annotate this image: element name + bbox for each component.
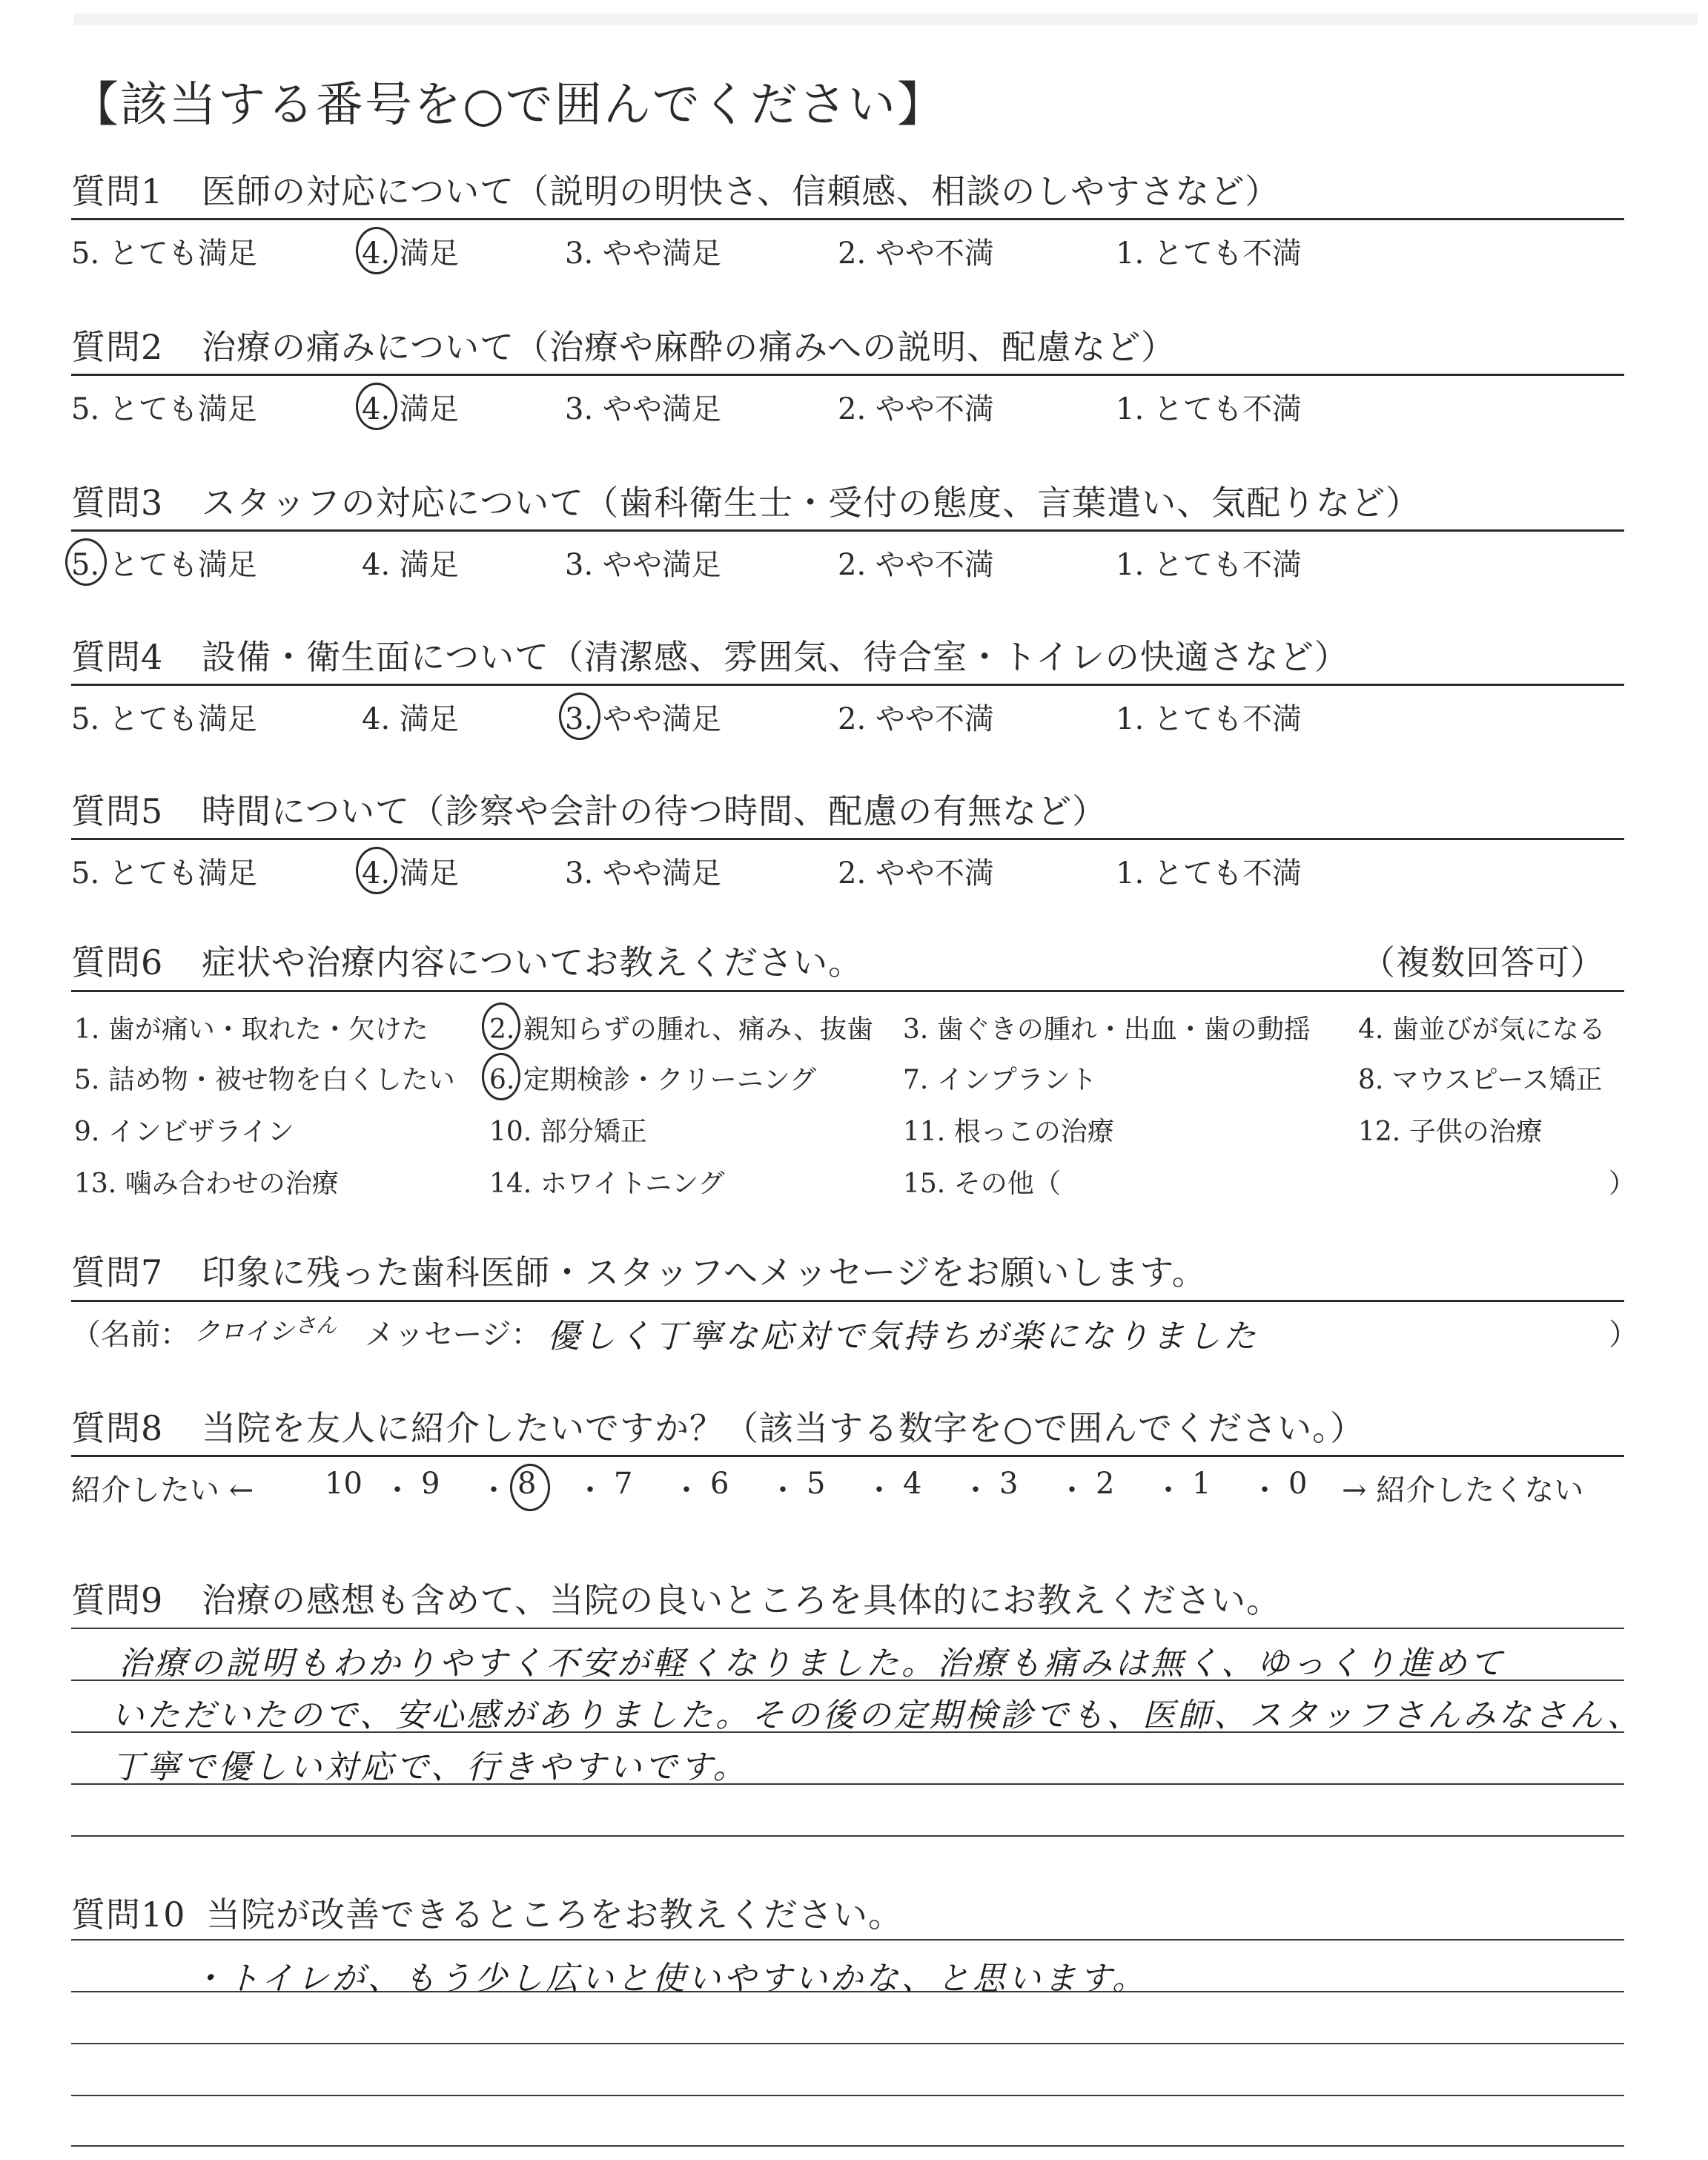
rating-option: 4. 満足 — [362, 548, 459, 582]
selection-circle — [559, 693, 600, 740]
q10-line — [71, 2095, 1624, 2096]
q6-option: 12. 子供の治療 — [1358, 1117, 1543, 1147]
page-title: 【該当する番号を○で囲んでください】 — [71, 78, 946, 133]
scale-number: 10 — [325, 1467, 363, 1501]
q7-message-label: メッセージ： — [365, 1318, 541, 1352]
rating-option: 1. とても不満 — [1116, 237, 1302, 271]
q6-option: 11. 根っこの治療 — [903, 1117, 1114, 1147]
scale-dot: ・ — [1153, 1473, 1183, 1507]
q6-note: （複数回答可） — [1361, 942, 1605, 982]
selection-circle — [482, 1003, 520, 1050]
question-label: 質問4 — [71, 637, 164, 677]
question-label: 質問5 — [71, 791, 164, 831]
question-label: 質問1 — [71, 171, 164, 211]
question-rule — [71, 374, 1624, 376]
rating-option: 3. やや満足 — [565, 548, 721, 582]
rating-option: 1. とても不満 — [1116, 392, 1302, 426]
q8-right-label: → 紹介したくない — [1342, 1473, 1584, 1507]
selection-circle — [510, 1464, 550, 1511]
rating-option: 1. とても不満 — [1116, 548, 1302, 582]
q7-text: 印象に残った歯科医師・スタッフへメッセージをお願いします。 — [202, 1252, 1207, 1292]
scale-number: 8 — [517, 1467, 537, 1501]
scale-number: 5 — [807, 1467, 826, 1501]
q6-option: 6. 定期検診・クリーニング — [489, 1065, 817, 1095]
rating-option: 2. やや不満 — [838, 548, 994, 582]
rating-option: 3. やや満足 — [565, 702, 721, 736]
scale-number: 6 — [710, 1467, 729, 1501]
scan-edge — [74, 13, 1698, 25]
rating-option: 3. やや満足 — [565, 856, 721, 891]
selection-circle — [356, 227, 397, 274]
q6-option: 9. インビザライン — [74, 1117, 294, 1147]
rating-option: 2. やや不満 — [838, 856, 994, 891]
q6-option: 8. マウスピース矯正 — [1358, 1065, 1603, 1095]
rating-option: 5. とても満足 — [71, 237, 257, 271]
q8-text: 当院を友人に紹介したいですか？（該当する数字を○で囲んでください。） — [202, 1408, 1366, 1448]
q6-option: 5. 詰め物・被せ物を白くしたい — [74, 1065, 455, 1095]
q10-line — [71, 2145, 1624, 2147]
q9-line — [71, 1835, 1624, 1837]
q9-line — [71, 1628, 1624, 1629]
q9-answer-line: いただいたので、安心感がありました。その後の定期検診でも、医師、スタッフさんみなさん、 — [111, 1697, 1643, 1734]
scale-dot: ・ — [961, 1473, 990, 1507]
q8-left-label: 紹介したい ← — [71, 1473, 254, 1507]
scale-dot: ・ — [1057, 1473, 1087, 1507]
q6-option: 13. 噛み合わせの治療 — [74, 1169, 339, 1199]
scale-number: 0 — [1288, 1467, 1308, 1501]
rating-option: 4. 満足 — [362, 856, 459, 891]
q6-option: 3. 歯ぐきの腫れ・出血・歯の動揺 — [903, 1014, 1311, 1045]
selection-circle — [356, 383, 397, 430]
q6-rule — [71, 990, 1624, 992]
question-text: 設備・衛生面について（清潔感、雰囲気、待合室・トイレの快適さなど） — [202, 637, 1349, 677]
q6-option: 14. ホワイトニング — [489, 1169, 725, 1199]
scale-number: 4 — [903, 1467, 922, 1501]
q6-option: 10. 部分矯正 — [489, 1117, 647, 1147]
q7-name-label: （名前： — [71, 1318, 190, 1352]
question-rule — [71, 684, 1624, 686]
q6-option: 15. その他（ — [903, 1169, 1061, 1199]
question-text: スタッフの対応について（歯科衛生士・受付の態度、言葉遣い、気配りなど） — [202, 483, 1421, 523]
q10-answer-line: ・トイレが、もう少し広いと使いやすいかな、と思います。 — [191, 1960, 1148, 1998]
scale-number: 9 — [421, 1467, 440, 1501]
q7-name-suffix: さん — [295, 1313, 337, 1338]
question-label: 質問2 — [71, 327, 164, 367]
q8-label: 質問8 — [71, 1408, 164, 1448]
question-rule — [71, 529, 1624, 532]
selection-circle — [65, 538, 107, 586]
q7-rule — [71, 1300, 1624, 1302]
scale-dot: ・ — [383, 1473, 412, 1507]
rating-option: 3. やや満足 — [565, 237, 721, 271]
rating-option: 5. とても満足 — [71, 702, 257, 736]
scale-dot: ・ — [575, 1473, 605, 1507]
scale-dot: ・ — [864, 1473, 894, 1507]
q6-other-close: ） — [1609, 1169, 1636, 1199]
rating-option: 1. とても不満 — [1116, 856, 1302, 891]
question-text: 治療の痛みについて（治療や麻酔の痛みへの説明、配慮など） — [202, 327, 1176, 367]
q7-close-paren: ） — [1609, 1318, 1638, 1352]
q6-option: 4. 歯並びが気になる — [1358, 1014, 1606, 1045]
rating-option: 5. とても満足 — [71, 392, 257, 426]
q6-option: 7. インプラント — [903, 1065, 1097, 1095]
q10-line — [71, 2043, 1624, 2044]
q6-text: 症状や治療内容についてお教えください。 — [202, 942, 864, 982]
q9-answer-line: 丁寧で優しい対応で、行きやすいです。 — [111, 1748, 749, 1786]
q7-name-value: クロイシ — [194, 1317, 294, 1347]
rating-option: 3. やや満足 — [565, 392, 721, 426]
q6-label: 質問6 — [71, 942, 164, 982]
q6-option: 2. 親知らずの腫れ、痛み、抜歯 — [489, 1014, 874, 1045]
rating-option: 1. とても不満 — [1116, 702, 1302, 736]
rating-option: 4. 満足 — [362, 702, 459, 736]
scale-dot: ・ — [768, 1473, 798, 1507]
question-text: 時間について（診察や会計の待つ時間、配慮の有無など） — [202, 791, 1108, 831]
rating-option: 2. やや不満 — [838, 702, 994, 736]
scale-number: 1 — [1192, 1467, 1211, 1501]
question-rule — [71, 218, 1624, 220]
question-text: 医師の対応について（説明の明快さ、信頼感、相談のしやすさなど） — [202, 171, 1280, 211]
rating-option: 5. とても満足 — [71, 856, 257, 891]
rating-option: 4. 満足 — [362, 392, 459, 426]
q10-line — [71, 1939, 1624, 1941]
q10-text: 当院が改善できるところをお教えください。 — [206, 1895, 903, 1935]
scale-number: 2 — [1096, 1467, 1115, 1501]
rating-option: 4. 満足 — [362, 237, 459, 271]
scale-dot: ・ — [479, 1473, 509, 1507]
q7-label: 質問7 — [71, 1252, 164, 1292]
selection-circle — [482, 1053, 520, 1100]
rating-option: 5. とても満足 — [71, 548, 257, 582]
question-label: 質問3 — [71, 483, 164, 523]
q10-label: 質問10 — [71, 1895, 186, 1935]
rating-option: 2. やや不満 — [838, 237, 994, 271]
q8-rule — [71, 1455, 1624, 1457]
scale-number: 7 — [614, 1467, 633, 1501]
scale-number: 3 — [999, 1467, 1019, 1501]
q9-text: 治療の感想も含めて、当院の良いところを具体的にお教えください。 — [202, 1580, 1282, 1620]
selection-circle — [356, 847, 397, 894]
q6-option: 1. 歯が痛い・取れた・欠けた — [74, 1014, 428, 1045]
q7-message-value: 優しく丁寧な応対で気持ちが楽になりました — [547, 1318, 1259, 1355]
question-rule — [71, 838, 1624, 840]
scale-dot: ・ — [672, 1473, 701, 1507]
q9-label: 質問9 — [71, 1580, 164, 1620]
rating-option: 2. やや不満 — [838, 392, 994, 426]
q9-answer-line: 治療の説明もわかりやすく不安が軽くなりました。治療も痛みは無く、ゆっくり進めて — [119, 1645, 1506, 1682]
scale-dot: ・ — [1250, 1473, 1280, 1507]
